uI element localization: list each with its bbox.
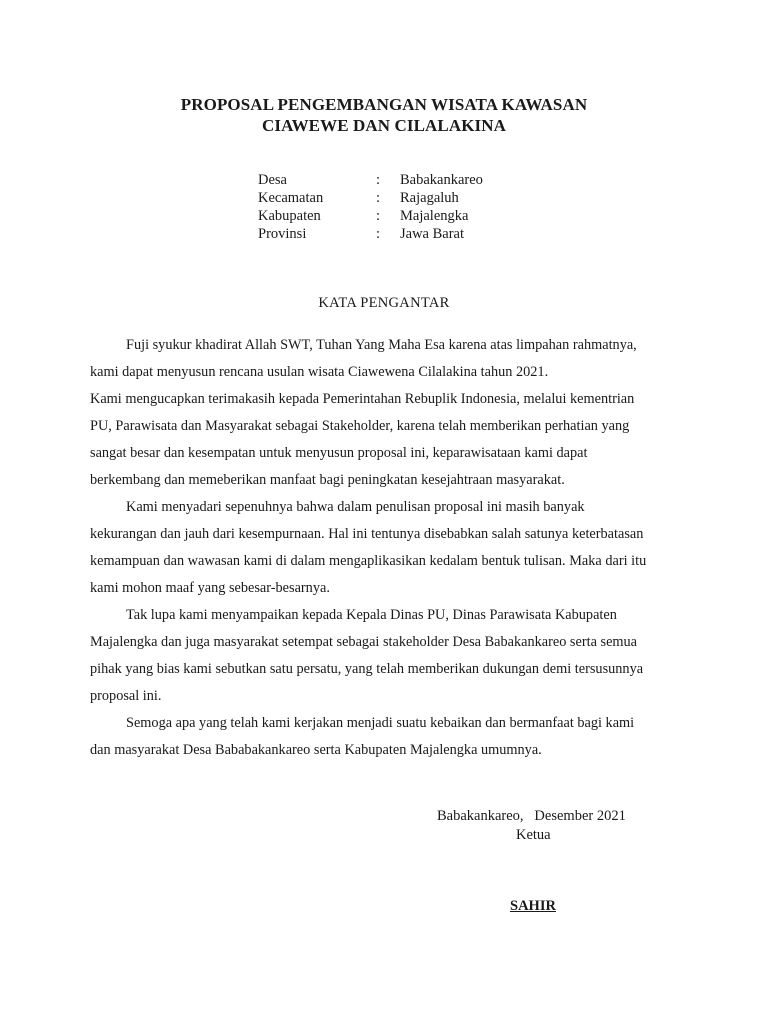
- foreword-body: [90, 332, 700, 764]
- text-line: kemampuan dan wawasan kami di dalam mengaplikasikan kedalam bentuk tulisan. Maka dari itu: [90, 553, 647, 569]
- text-line: Semoga apa yang telah kami kerjakan menjadi suatu kebaikan dan bermanfaat bagi kami: [126, 715, 635, 731]
- text-line: pihak yang bias kami sebutkan satu persatu, yang telah memberikan dukungan demi tersusunnya: [90, 661, 644, 677]
- text-line: berkembang dan memeberikan manfaat bagi peningkatan kesejahtraan masyarakat.: [90, 472, 565, 488]
- info-value: Jawa Barat: [400, 226, 465, 242]
- info-label: Provinsi: [258, 226, 307, 242]
- info-row-kabupaten: [258, 207, 483, 225]
- text-line: kekurangan dan jauh dari kesempurnaan. Hal ini tentunya disebabkan salah satunya keterbatasan: [90, 526, 644, 542]
- info-row-kecamatan: [258, 189, 483, 207]
- section-heading: KATA PENGANTAR: [318, 295, 450, 311]
- info-label: Kabupaten: [258, 208, 321, 224]
- location-info-table: [258, 171, 483, 243]
- text-line: kami mohon maaf yang sebesar-besarnya.: [90, 580, 330, 596]
- info-row-desa: [258, 171, 483, 189]
- text-line: proposal ini.: [90, 688, 162, 704]
- info-colon: :: [376, 190, 381, 206]
- info-colon: :: [376, 172, 381, 188]
- signature-place-date: Babakankareo, Desember 2021: [437, 808, 626, 824]
- info-value: Rajagaluh: [400, 190, 459, 206]
- info-row-provinsi: [258, 225, 483, 243]
- info-label: Kecamatan: [258, 190, 324, 206]
- document-title-line-1: PROPOSAL PENGEMBANGAN WISATA KAWASAN: [180, 95, 588, 114]
- info-value: Babakankareo: [400, 172, 483, 188]
- info-colon: :: [376, 226, 381, 242]
- info-colon: :: [376, 208, 381, 224]
- signature-role: Ketua: [516, 827, 551, 843]
- text-line: PU, Parawisata dan Masyarakat sebagai Stakeholder, karena telah memberikan perhatian yang: [90, 418, 630, 434]
- info-value: Majalengka: [400, 208, 469, 224]
- signature-name: SAHIR: [510, 898, 556, 914]
- info-label: Desa: [258, 172, 287, 188]
- text-line: sangat besar dan kesempatan untuk menyusun proposal ini, keparawisataan kami dapat: [90, 445, 588, 461]
- text-line: Majalengka dan juga masyarakat setempat sebagai stakeholder Desa Babakankareo serta semua: [90, 634, 638, 650]
- document-title-line-2: CIAWEWE DAN CILALAKINA: [261, 116, 506, 135]
- text-line: kami dapat menyusun rencana usulan wisata Ciawewena Cilalakina tahun 2021.: [90, 364, 549, 380]
- text-line: dan masyarakat Desa Bababakankareo serta Kabupaten Majalengka umumnya.: [90, 742, 542, 758]
- text-line: Tak lupa kami menyampaikan kepada Kepala Dinas PU, Dinas Parawisata Kabupaten: [126, 607, 617, 623]
- text-line: Kami menyadari sepenuhnya bahwa dalam penulisan proposal ini masih banyak: [126, 499, 585, 515]
- text-line: Kami mengucapkan terimakasih kepada Pemerintahan Rebuplik Indonesia, melalui kementrian: [90, 391, 635, 407]
- text-line: Fuji syukur khadirat Allah SWT, Tuhan Yang Maha Esa karena atas limpahan rahmatnya,: [126, 337, 637, 353]
